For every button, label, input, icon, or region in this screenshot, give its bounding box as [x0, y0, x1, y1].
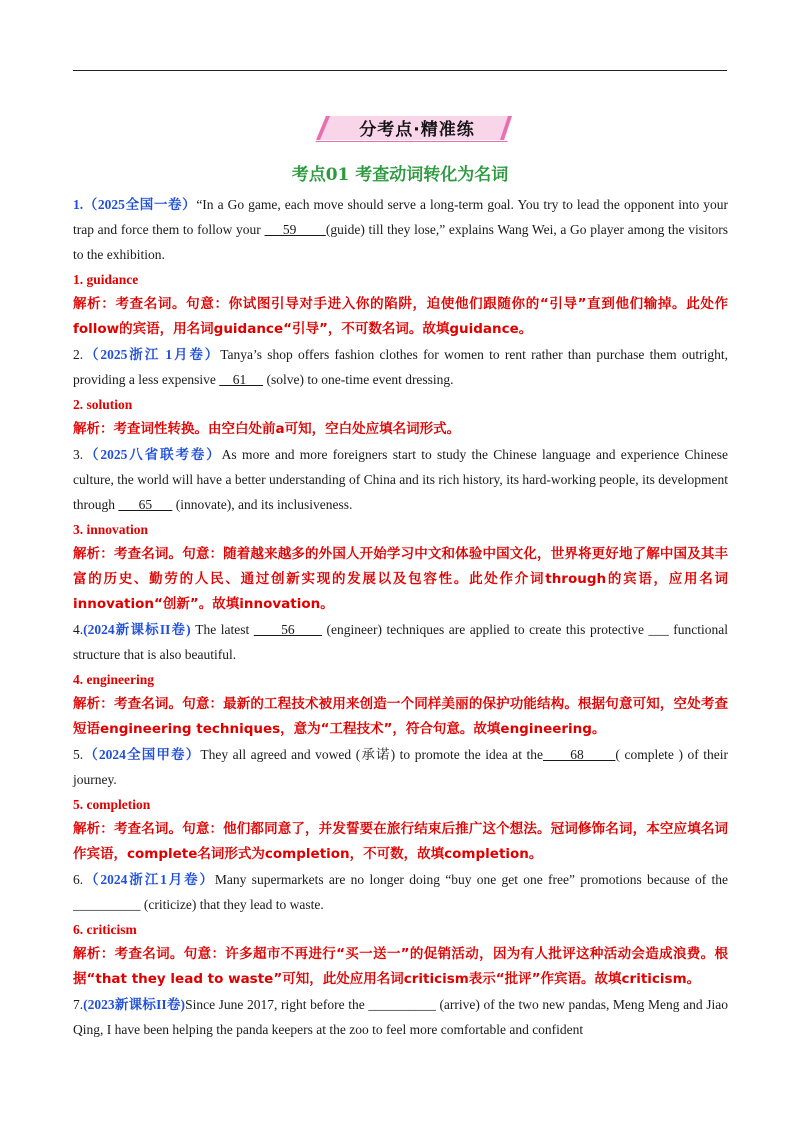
question-text-pre: “In a Go game, each move should serve a long-term goal. You try to lead the opponent into your trap and force them to follow your [73, 197, 728, 237]
question-number: 4. [73, 622, 84, 637]
question-source: （2024全国甲卷） [83, 747, 201, 762]
answer-line: 2. solution [73, 397, 133, 412]
section-banner [312, 110, 522, 142]
question-number: 1. [73, 197, 84, 212]
answer-line: 4. engineering [73, 672, 154, 687]
question-5 [73, 742, 728, 792]
answer-line: 3. innovation [73, 522, 149, 537]
question-text-post: (criticize) that they lead to waste. [140, 897, 324, 912]
question-text-post: (solve) to one-time event dressing. [263, 372, 454, 387]
answer-line: 5. completion [73, 797, 151, 812]
answer-blank: __________ [73, 897, 141, 912]
question-list [73, 192, 728, 1042]
question-number: 5. [73, 747, 84, 762]
question-text-pre: Tanya’s shop offers fashion clothes for women to rent rather than purchase them outright, providing a less expensive [73, 347, 728, 387]
question-text-post: ( complete ) of their journey. [73, 747, 728, 787]
question-text-pre: They all agreed and vowed (承诺) to promote the idea at the [200, 747, 544, 762]
question-number: 2. [73, 347, 84, 362]
answer-line: 6. criticism [73, 922, 137, 937]
answer-line: 1. guidance [73, 272, 139, 287]
header-rule [73, 70, 727, 71]
section-title: 考点01 考查动词转化为名词 [291, 165, 509, 185]
question-3 [73, 442, 728, 517]
question-source: （2024浙江1月卷） [83, 872, 215, 887]
question-text-pre: As more and more foreigners start to study the Chinese language and experience Chinese culture, the world will have a better understanding of China and its rich history, its hard-working people, its development through [73, 447, 728, 512]
question-source: (2023新课标II卷) [83, 997, 186, 1012]
question-number: 3. [73, 447, 84, 462]
question-text-post: (guide) till they lose,” explains Wang Wei, a Go player among the visitors to the exhibition. [73, 222, 728, 262]
question-2 [73, 342, 728, 392]
explanation: 解析：考查名词。句意：最新的工程技术被用来创造一个同样美丽的保护功能结构。根据句意可知，空处考查短语engineering techniques，意为“工程技术”，符合句意。故填engineering。 [73, 696, 728, 737]
question-1 [73, 192, 728, 267]
explanation: 解析：考查词性转换。由空白处前a可知，空白处应填名词形式。 [73, 421, 461, 437]
question-number: 7. [73, 997, 84, 1012]
answer-blank: 65 [118, 497, 173, 512]
explanation: 解析：考查名词。句意：随着越来越多的外国人开始学习中文和体验中国文化，世界将更好地了解中国及其丰富的历史、勤劳的人民、通过创新实现的发展以及包容性。此处作介词through的宾语，应用名词innovation“创新”。故填innovation。 [73, 546, 728, 612]
question-6 [73, 867, 728, 917]
question-source: (2024新课标II卷) [83, 622, 191, 637]
question-text-post: (engineer) techniques are applied to create this protective ___ functional structure that is also beautiful. [73, 622, 729, 662]
question-source: （2025全国一卷） [83, 197, 197, 212]
question-text-post: (innovate), and its inclusiveness. [172, 497, 353, 512]
question-4 [73, 617, 728, 667]
question-text-pre: The latest [190, 622, 254, 637]
answer-blank: 56 [253, 622, 322, 637]
question-number: 6. [73, 872, 84, 887]
explanation: 解析：考查名词。句意：许多超市不再进行“买一送一”的促销活动，因为有人批评这种活动会造成浪费。根据“that they lead to waste”可知，此处应用名词criticism表示“批评”作宾语。故填criticism。 [73, 946, 728, 987]
question-source: （2025八省联考卷） [83, 447, 222, 462]
answer-blank: __________ [368, 997, 436, 1012]
question-text-pre: Since June 2017, right before the [185, 997, 369, 1012]
banner-title: 分考点·精准练 [359, 120, 475, 140]
question-7 [73, 992, 728, 1042]
explanation: 解析：考查名词。句意：他们都同意了，并发誓要在旅行结束后推广这个想法。冠词修饰名词，本空应填名词作宾语，complete名词形式为completion，不可数，故填completion。 [73, 821, 728, 862]
answer-blank: 68 [543, 747, 616, 762]
question-text-post: (arrive) of the two new pandas, Meng Meng and Jiao Qing, I have been helping the panda keepers at the zoo to feel more comfortable and confident [73, 997, 729, 1037]
question-source: （2025浙江 1月卷） [83, 347, 221, 362]
question-text-pre: Many supermarkets are no longer doing “buy one get one free” promotions because of the [214, 872, 729, 887]
answer-blank: 61 [219, 372, 264, 387]
answer-blank: 59 [264, 222, 326, 237]
explanation: 解析：考查名词。句意：你试图引导对手进入你的陷阱，迫使他们跟随你的“引导”直到他们输掉。此处作follow的宾语，用名词guidance“引导”，不可数名词。故填guidance。 [73, 296, 728, 337]
